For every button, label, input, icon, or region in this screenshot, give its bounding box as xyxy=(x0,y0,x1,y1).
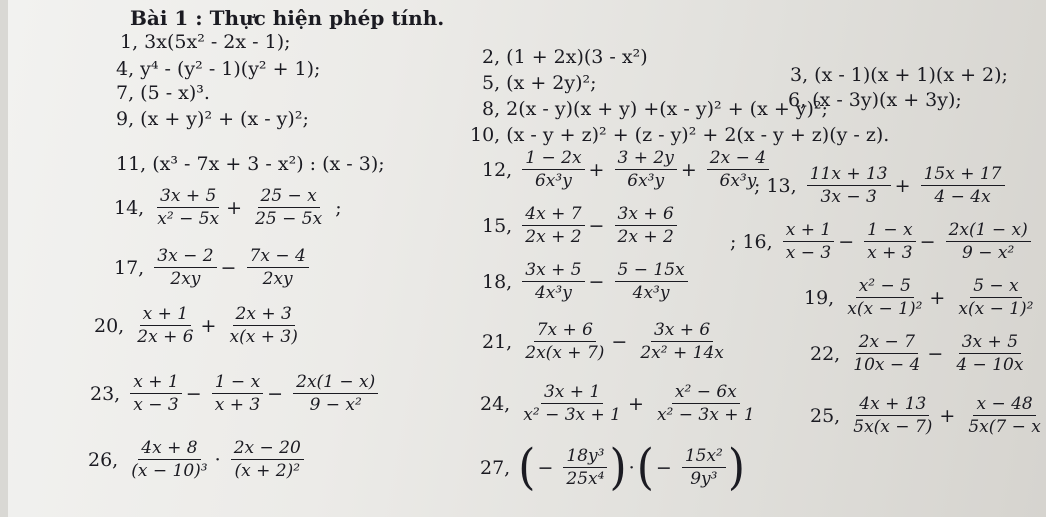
fraction xyxy=(212,374,263,414)
fraction xyxy=(615,262,688,302)
problem-20: 20, $\frac{x + 1}{2x + 6}$ + $\frac{2x + 3}{x(x + 3)}$ xyxy=(92,306,303,346)
problem-number: 14, xyxy=(114,196,145,219)
denominator: x² − 3x + 1 xyxy=(656,405,755,425)
denominator: 9 − x² xyxy=(309,395,362,415)
fraction xyxy=(522,322,607,362)
denominator: 10x − 4 xyxy=(853,355,921,375)
denominator: 25x⁴ xyxy=(566,469,605,489)
denominator: 4 − 4x xyxy=(934,187,991,207)
denominator: x(x − 1)² xyxy=(958,299,1034,319)
problem-number: 19, xyxy=(804,286,835,309)
problem-8: 8, 2(x - y)(x + y) +(x - y)² + (x + y)²; xyxy=(482,98,828,120)
denominator: 9y³ xyxy=(690,469,718,489)
problem-number: 15, xyxy=(482,214,513,237)
problem-5: 5, (x + 2y)²; xyxy=(482,72,597,94)
denominator: 4 − 10x xyxy=(956,355,1024,375)
denominator: x − 3 xyxy=(133,395,179,415)
numerator: 15x + 17 xyxy=(921,166,1005,186)
fraction xyxy=(615,150,677,190)
fraction xyxy=(252,188,325,228)
denominator: x² − 3x + 1 xyxy=(523,405,621,425)
denominator: 2x + 6 xyxy=(137,327,194,347)
fraction xyxy=(128,440,210,480)
numerator: 4x + 8 xyxy=(138,440,200,460)
fraction xyxy=(850,396,935,436)
fraction xyxy=(522,206,584,246)
fraction xyxy=(682,448,726,488)
denominator: 2x + 2 xyxy=(617,227,674,247)
problem-number: 25, xyxy=(810,404,841,427)
problem-17: 17, $\frac{3x - 2}{2xy}$ − $\frac{7x - 4}{2xy}$ xyxy=(112,248,311,288)
problem-22: 22, $\frac{2x - 7}{10x - 4}$ − $\frac{3x + 5}{4 - 10x}$ xyxy=(808,334,1028,374)
numerator: 4x + 13 xyxy=(856,396,929,416)
numerator: 3x + 1 xyxy=(541,384,603,404)
fraction xyxy=(783,222,834,262)
problem-number: 12, xyxy=(482,158,513,181)
fraction xyxy=(563,448,607,488)
numerator: x + 1 xyxy=(783,222,834,242)
numerator: 3x − 2 xyxy=(154,248,216,268)
problem-3: 3, (x - 1)(x + 1)(x + 2); xyxy=(790,64,1008,86)
problem-number: ; 13, xyxy=(754,174,797,197)
fraction xyxy=(154,248,216,288)
denominator: 6x³y xyxy=(534,171,572,191)
denominator: 2x + 2 xyxy=(525,227,582,247)
fraction xyxy=(844,278,925,318)
numerator: 18y³ xyxy=(563,448,607,468)
numerator: 2x − 20 xyxy=(231,440,304,460)
denominator: 6x³y xyxy=(627,171,665,191)
separator: ; xyxy=(335,196,342,219)
denominator: 4x³y xyxy=(632,283,670,303)
denominator: 5x(x − 7) xyxy=(853,417,933,437)
problem-23: 23, $\frac{x + 1}{x - 3}$ − $\frac{1 - x}{x + 3}$ − $\frac{2x(1 - x)}{\text{9 − x²}}$ xyxy=(88,374,380,414)
problem-27: 27, ( − $\frac{\text{18y³}}{\text{25x⁴}}$ ) ·( − $\frac{\text{15x²}}{\text{9y³}}$ ) xyxy=(480,439,746,496)
numerator: 3x + 5 xyxy=(522,262,584,282)
numerator: 3x + 5 xyxy=(959,334,1021,354)
numerator: 4x + 7 xyxy=(522,206,584,226)
problem-number: 18, xyxy=(482,270,513,293)
denominator: 2xy xyxy=(262,269,293,289)
fraction xyxy=(654,384,758,424)
denominator: x + 3 xyxy=(214,395,261,415)
problem-2: 2, (1 + 2x)(3 - x²) xyxy=(482,46,648,68)
problem-1: 1, 3x(5x² - 2x - 1); xyxy=(120,31,291,53)
problem-18: 18, $\frac{3x + 5}{\text{4x³y}}$ − $\frac{5 - 15x}{\text{4x³y}}$ xyxy=(480,262,690,302)
problem-number: ; 16, xyxy=(730,230,773,253)
problem-number: 22, xyxy=(810,342,841,365)
fraction xyxy=(134,306,196,346)
denominator: x − 3 xyxy=(785,243,832,263)
denominator: 2x² + 14x xyxy=(640,343,724,363)
fraction xyxy=(953,334,1026,374)
problem-9: 9, (x + y)² + (x - y)²; xyxy=(116,108,309,130)
problem-13: ; 13, $\frac{11x + 13}{3x - 3}$ + $\frac{15x + 17}{4 - 4x}$ xyxy=(752,166,1007,206)
numerator: 2x(1 − x) xyxy=(946,222,1031,242)
numerator: x + 1 xyxy=(140,306,191,326)
problem-21: 21, $\frac{7x + 6}{2x(x + 7)}$ − $\frac{3x + 6}{\text{2x² + 14x}}$ xyxy=(480,322,729,362)
fraction xyxy=(130,374,181,414)
exercise-title: Bài 1 : Thực hiện phép tính. xyxy=(130,6,445,30)
denominator: 2x(x + 7) xyxy=(525,343,605,363)
problem-10: 10, (x - y + z)² + (z - y)² + 2(x - y + z)(y - z). xyxy=(470,124,890,146)
fraction xyxy=(522,150,584,190)
fraction xyxy=(965,396,1044,436)
problem-16: ; 16, $\frac{x + 1}{x - 3}$ − $\frac{1 - x}{x + 3}$ − $\frac{2x(1 - x)}{\text{9 − x²}}$ xyxy=(728,222,1033,262)
numerator: x − 48 xyxy=(973,396,1035,416)
denominator: 25 − 5x xyxy=(255,209,323,229)
problem-11: 11, (x³ - 7x + 3 - x²) : (x - 3); xyxy=(116,153,385,175)
denominator: (x − 10)³ xyxy=(131,461,208,481)
fraction xyxy=(520,384,624,424)
problem-26: 26, $\frac{4x + 8}{\text{(x − 10)³}}$ · $\frac{2x - 20}{\text{(x + 2)²}}$ xyxy=(86,440,306,480)
denominator: 5x(7 − x xyxy=(968,417,1041,437)
fraction xyxy=(227,306,301,346)
problem-24: 24, $\frac{3x + 1}{\text{x² − 3x + 1}}$ + $\frac{\text{x² − 6x}}{\text{x² − 3x + 1}}$ xyxy=(478,384,760,424)
denominator: x + 3 xyxy=(867,243,913,263)
denominator: x² − 5x xyxy=(157,209,220,229)
problem-number: 20, xyxy=(94,314,125,337)
denominator: 6x³y xyxy=(719,171,757,191)
problem-14: 14, $\frac{3x + 5}{\text{x² − 5x}}$ + $\frac{25 - x}{25 - 5x}$ ; xyxy=(114,186,342,229)
problem-25: 25, $\frac{4x + 13}{5x(x - 7)}$ + $\frac{x - 48}{5x(7 - x}$ xyxy=(808,396,1046,436)
numerator: 2x − 7 xyxy=(856,334,918,354)
fraction xyxy=(955,278,1036,318)
numerator: 25 − x xyxy=(258,188,320,208)
numerator: 1 − x xyxy=(212,374,263,394)
numerator: 1 − 2x xyxy=(522,150,584,170)
fraction xyxy=(850,334,923,374)
fraction xyxy=(807,166,891,206)
numerator: 5 − 15x xyxy=(615,262,688,282)
numerator: 2x + 3 xyxy=(233,306,295,326)
fraction xyxy=(946,222,1031,262)
numerator: 2x − 4 xyxy=(707,150,769,170)
problem-number: 24, xyxy=(480,392,511,415)
problem-number: 23, xyxy=(90,382,121,405)
problem-7: 7, (5 - x)³. xyxy=(116,82,210,104)
numerator: x² − 5 xyxy=(856,278,914,298)
problem-6: 6, (x - 3y)(x + 3y); xyxy=(788,89,962,111)
problem-12: 12, $\frac{1 - 2x}{\text{6x³y}}$ + $\frac{3 + 2y}{\text{6x³y}}$ + $\frac{2x - 4}{\text{6x³y}}$ xyxy=(480,150,771,190)
fraction xyxy=(921,166,1005,206)
problem-19: 19, $\frac{\text{x² − 5}}{\text{x(x − 1)²}}$ + $\frac{5 - x}{\text{x(x − 1)²}}$ xyxy=(802,278,1038,318)
denominator: x(x + 3) xyxy=(229,327,298,347)
problem-15: 15, $\frac{4x + 7}{2x + 2}$ − $\frac{3x + 6}{2x + 2}$ xyxy=(480,206,679,246)
numerator: 7x − 4 xyxy=(247,248,309,268)
denominator: x(x − 1)² xyxy=(847,299,923,319)
fraction xyxy=(247,248,309,288)
fraction xyxy=(522,262,584,302)
fraction xyxy=(615,206,677,246)
numerator: 3 + 2y xyxy=(615,150,677,170)
numerator: 3x + 6 xyxy=(615,206,677,226)
fraction xyxy=(231,440,304,480)
denominator: 2xy xyxy=(170,269,201,289)
numerator: 5 − x xyxy=(970,278,1021,298)
fraction xyxy=(293,374,378,414)
numerator: 3x + 6 xyxy=(651,322,713,342)
fraction xyxy=(154,188,222,228)
denominator: 3x − 3 xyxy=(820,187,877,207)
denominator: (x + 2)² xyxy=(234,461,301,481)
problem-4: 4, y⁴ - (y² - 1)(y² + 1); xyxy=(116,58,321,80)
numerator: x + 1 xyxy=(130,374,181,394)
denominator: 4x³y xyxy=(534,283,572,303)
page-edge-shadow xyxy=(0,0,8,517)
numerator: 15x² xyxy=(682,448,726,468)
problem-number: 26, xyxy=(88,448,119,471)
numerator: 7x + 6 xyxy=(534,322,596,342)
numerator: 11x + 13 xyxy=(807,166,891,186)
numerator: 1 − x xyxy=(864,222,915,242)
problem-number: 21, xyxy=(482,330,513,353)
fraction xyxy=(864,222,915,262)
numerator: x² − 6x xyxy=(672,384,740,404)
fraction xyxy=(637,322,727,362)
denominator: 9 − x² xyxy=(962,243,1015,263)
numerator: 3x + 5 xyxy=(157,188,219,208)
numerator: 2x(1 − x) xyxy=(293,374,378,394)
problem-number: 27, xyxy=(480,456,511,479)
problem-number: 17, xyxy=(114,256,145,279)
